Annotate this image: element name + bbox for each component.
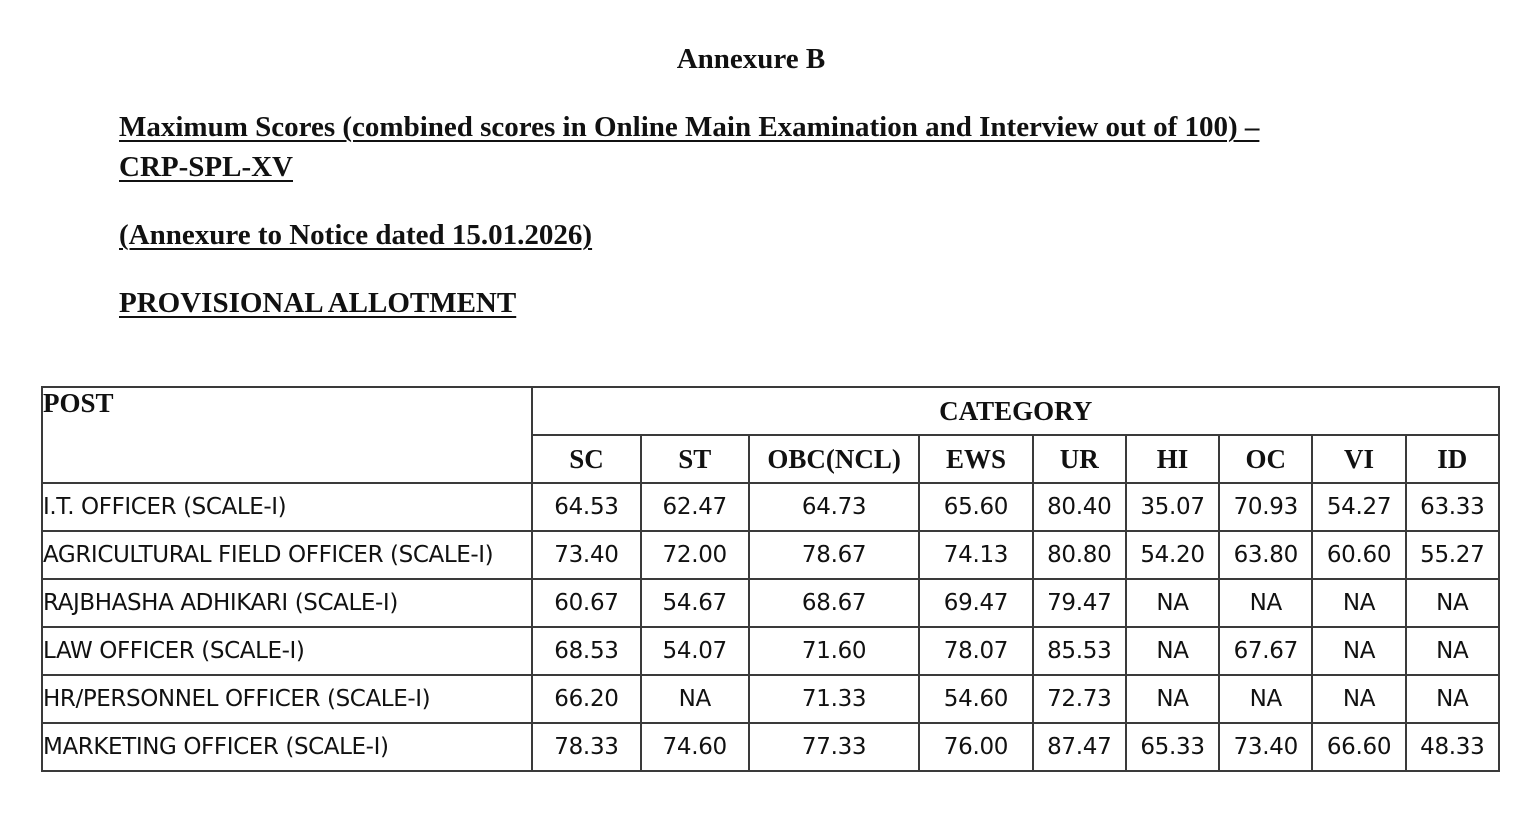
column-header-id: ID bbox=[1406, 435, 1499, 483]
score-cell: 54.27 bbox=[1312, 483, 1405, 531]
score-cell: 63.80 bbox=[1219, 531, 1312, 579]
score-cell: 64.73 bbox=[749, 483, 919, 531]
score-cell: 80.40 bbox=[1033, 483, 1126, 531]
notice-reference bbox=[119, 215, 1419, 255]
post-name: I.T. OFFICER (SCALE-I) bbox=[42, 483, 532, 531]
score-cell: 64.53 bbox=[532, 483, 640, 531]
post-name: RAJBHASHA ADHIKARI (SCALE-I) bbox=[42, 579, 532, 627]
score-cell: 35.07 bbox=[1126, 483, 1219, 531]
score-cell: 54.07 bbox=[641, 627, 749, 675]
table-row bbox=[42, 627, 1499, 675]
score-cell: 80.80 bbox=[1033, 531, 1126, 579]
category-column-header: CATEGORY bbox=[532, 387, 1499, 435]
score-cell: NA bbox=[1312, 579, 1405, 627]
table-row bbox=[42, 675, 1499, 723]
score-cell: 60.60 bbox=[1312, 531, 1405, 579]
post-name: AGRICULTURAL FIELD OFFICER (SCALE-I) bbox=[42, 531, 532, 579]
score-cell: 71.60 bbox=[749, 627, 919, 675]
score-cell: 54.20 bbox=[1126, 531, 1219, 579]
score-cell: 72.73 bbox=[1033, 675, 1126, 723]
score-cell: 63.33 bbox=[1406, 483, 1499, 531]
column-header-ur: UR bbox=[1033, 435, 1126, 483]
score-cell: 74.13 bbox=[919, 531, 1032, 579]
score-cell: 66.20 bbox=[532, 675, 640, 723]
score-cell: 60.67 bbox=[532, 579, 640, 627]
main-heading bbox=[119, 107, 1419, 187]
score-cell: 87.47 bbox=[1033, 723, 1126, 771]
score-cell: 68.67 bbox=[749, 579, 919, 627]
score-cell: 77.33 bbox=[749, 723, 919, 771]
column-header-sc: SC bbox=[532, 435, 640, 483]
score-cell: NA bbox=[1219, 675, 1312, 723]
main-heading-line1: Maximum Scores (combined scores in Online Main Examination and Interview out of 100) – bbox=[119, 111, 1260, 143]
table-row bbox=[42, 483, 1499, 531]
score-cell: 55.27 bbox=[1406, 531, 1499, 579]
column-header-ews: EWS bbox=[919, 435, 1032, 483]
score-cell: NA bbox=[1406, 627, 1499, 675]
main-heading-line2: CRP-SPL-XV bbox=[119, 151, 293, 183]
table-header-row bbox=[42, 387, 1499, 435]
column-header-oc: OC bbox=[1219, 435, 1312, 483]
table-row bbox=[42, 579, 1499, 627]
column-header-hi: HI bbox=[1126, 435, 1219, 483]
score-cell: 68.53 bbox=[532, 627, 640, 675]
notice-reference-text: (Annexure to Notice dated 15.01.2026) bbox=[119, 219, 593, 251]
allotment-heading bbox=[119, 283, 1419, 323]
table-row bbox=[42, 723, 1499, 771]
score-cell: NA bbox=[1126, 579, 1219, 627]
score-cell: 78.67 bbox=[749, 531, 919, 579]
annexure-title: Annexure B bbox=[676, 43, 826, 75]
post-column-header: POST bbox=[42, 387, 532, 483]
column-header-st: ST bbox=[641, 435, 749, 483]
score-cell: 78.33 bbox=[532, 723, 640, 771]
score-cell: 85.53 bbox=[1033, 627, 1126, 675]
score-cell: NA bbox=[1219, 579, 1312, 627]
scores-table bbox=[41, 386, 1500, 772]
column-header-obc: OBC(NCL) bbox=[749, 435, 919, 483]
score-cell: 67.67 bbox=[1219, 627, 1312, 675]
score-cell: NA bbox=[1312, 627, 1405, 675]
score-cell: 73.40 bbox=[532, 531, 640, 579]
post-name: HR/PERSONNEL OFFICER (SCALE-I) bbox=[42, 675, 532, 723]
score-cell: 54.60 bbox=[919, 675, 1032, 723]
score-cell: 76.00 bbox=[919, 723, 1032, 771]
score-cell: 78.07 bbox=[919, 627, 1032, 675]
score-cell: 72.00 bbox=[641, 531, 749, 579]
post-name: LAW OFFICER (SCALE-I) bbox=[42, 627, 532, 675]
score-cell: NA bbox=[1312, 675, 1405, 723]
table-row bbox=[42, 531, 1499, 579]
score-cell: 71.33 bbox=[749, 675, 919, 723]
score-cell: NA bbox=[641, 675, 749, 723]
score-cell: 70.93 bbox=[1219, 483, 1312, 531]
score-cell: 65.33 bbox=[1126, 723, 1219, 771]
score-cell: NA bbox=[1406, 675, 1499, 723]
score-cell: 65.60 bbox=[919, 483, 1032, 531]
score-cell: NA bbox=[1126, 675, 1219, 723]
score-cell: NA bbox=[1126, 627, 1219, 675]
allotment-heading-text: PROVISIONAL ALLOTMENT bbox=[119, 287, 517, 319]
score-cell: 73.40 bbox=[1219, 723, 1312, 771]
score-cell: 54.67 bbox=[641, 579, 749, 627]
post-name: MARKETING OFFICER (SCALE-I) bbox=[42, 723, 532, 771]
score-cell: NA bbox=[1406, 579, 1499, 627]
score-cell: 69.47 bbox=[919, 579, 1032, 627]
score-cell: 66.60 bbox=[1312, 723, 1405, 771]
score-cell: 79.47 bbox=[1033, 579, 1126, 627]
score-cell: 74.60 bbox=[641, 723, 749, 771]
score-cell: 48.33 bbox=[1406, 723, 1499, 771]
score-cell: 62.47 bbox=[641, 483, 749, 531]
column-header-vi: VI bbox=[1312, 435, 1405, 483]
